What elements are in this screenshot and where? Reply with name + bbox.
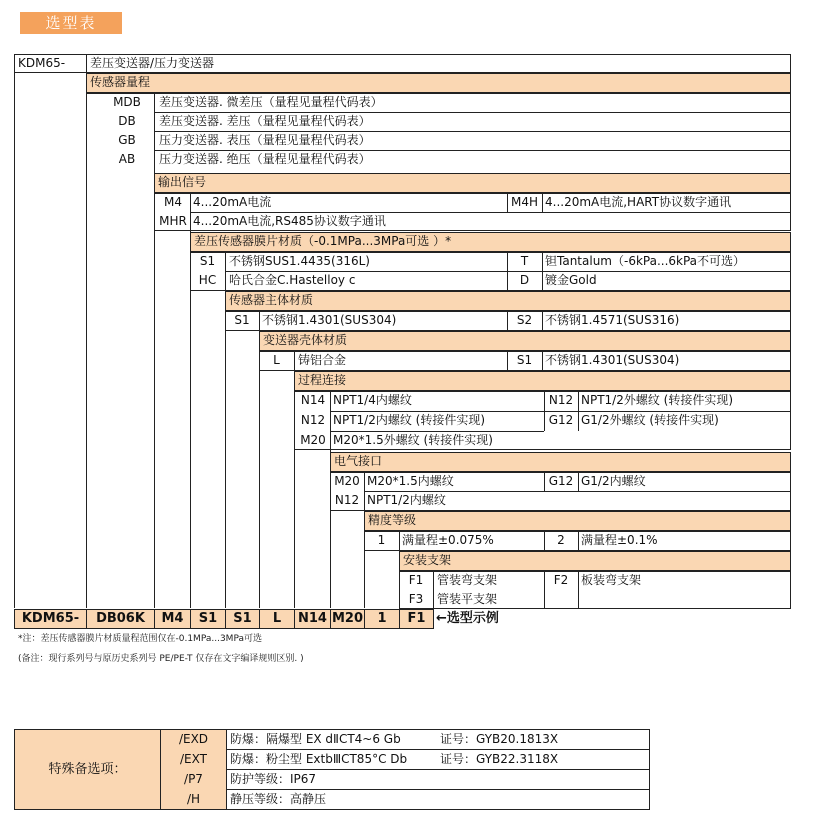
process-code: N12 <box>548 393 574 407</box>
range-code: DB <box>118 114 136 128</box>
output-desc: 4...20mA电流 <box>193 195 272 209</box>
option-cert: 证号：GYB22.3118X <box>440 752 559 766</box>
example-cell: M4 <box>154 609 191 629</box>
option-code: /EXD <box>178 732 209 746</box>
output-header: 输出信号 <box>154 173 791 193</box>
output-code: M4 <box>164 195 182 209</box>
process-code: M20 <box>300 433 326 447</box>
process-desc: NPT1/4内螺纹 <box>333 393 412 407</box>
options-label: 特殊备选项： <box>48 762 127 777</box>
option-cert: 证号：GYB20.1813X <box>440 732 559 746</box>
example-cell: S1 <box>190 609 226 629</box>
process-desc: G1/2外螺纹 (转接件实现) <box>581 413 719 427</box>
diaphragm-code: T <box>520 254 529 268</box>
example-label: ←选型示例 <box>436 611 499 626</box>
electrical-desc: G1/2内螺纹 <box>581 474 646 488</box>
electrical-header: 电气接口 <box>330 452 791 472</box>
option-desc: 静压等级：高静压 <box>230 792 327 806</box>
range-desc: 差压变送器. 差压（量程见量程代码表） <box>159 114 371 128</box>
model-desc: 差压变送器/压力变送器 <box>90 56 215 70</box>
diaphragm-desc: 不锈钢SUS1.4435(316L) <box>229 254 370 268</box>
range-code: MDB <box>113 95 141 109</box>
output-desc: 4...20mA电流,HART协议数字通讯 <box>545 195 732 209</box>
electrical-desc: M20*1.5内螺纹 <box>367 474 454 488</box>
bracket-code: F1 <box>408 573 424 587</box>
example-cell: L <box>259 609 295 629</box>
example-cell: M20 <box>330 609 365 629</box>
output-code: M4H <box>510 195 538 209</box>
option-code: /P7 <box>184 772 203 786</box>
accuracy-code: 1 <box>377 533 386 547</box>
bracket-desc: 管装平支架 <box>437 592 498 606</box>
housing-header: 变送器壳体材质 <box>259 331 791 351</box>
range-desc: 压力变送器. 绝压（量程见量程代码表） <box>159 152 371 166</box>
diaphragm-desc: 哈氏合金C.Hastelloy c <box>229 273 356 287</box>
process-code: N12 <box>300 413 326 427</box>
electrical-code: G12 <box>548 474 574 488</box>
option-code: /H <box>186 792 201 806</box>
output-desc: 4...20mA电流,RS485协议数字通讯 <box>193 214 386 228</box>
process-code: G12 <box>548 413 574 427</box>
bracket-desc: 管装弯支架 <box>437 573 498 587</box>
bracket-desc: 板装弯支架 <box>581 573 642 587</box>
model-prefix: KDM65- <box>18 56 66 70</box>
housing-desc: 铸铝合金 <box>298 353 347 367</box>
example-cell: KDM65- <box>14 609 87 629</box>
housing-code: S1 <box>516 353 533 367</box>
body-desc: 不锈钢1.4301(SUS304) <box>262 313 397 327</box>
process-desc: NPT1/2外螺纹 (转接件实现) <box>581 393 734 407</box>
option-desc: 防爆：隔爆型 EX dⅡCT4~6 Gb <box>230 732 401 746</box>
range-header: 传感器量程 <box>86 73 791 93</box>
example-cell: N14 <box>294 609 331 629</box>
diaphragm-code: D <box>519 273 530 287</box>
process-code: N14 <box>300 393 326 407</box>
accuracy-code: 2 <box>557 533 565 547</box>
diaphragm-desc: 钽Tantalum（-6kPa...6kPa不可选） <box>545 254 746 268</box>
option-desc: 防护等级：IP67 <box>230 772 317 786</box>
example-cell: 1 <box>364 609 400 629</box>
accuracy-desc: 满量程±0.1% <box>581 533 658 547</box>
electrical-code: M20 <box>334 474 360 488</box>
note-series: (备注：现行系列号与原历史系列号 PE/PE-T 仅存在文字编译规则区别. ) <box>18 654 304 664</box>
accuracy-header: 精度等级 <box>364 511 791 531</box>
range-code: AB <box>118 152 136 166</box>
diaphragm-code: HC <box>198 273 217 287</box>
range-code: GB <box>118 133 136 147</box>
electrical-code: N12 <box>334 493 360 507</box>
body-code: S2 <box>516 313 533 327</box>
option-code: /EXT <box>180 752 207 766</box>
example-cell: S1 <box>225 609 260 629</box>
body-desc: 不锈钢1.4571(SUS316) <box>545 313 680 327</box>
diaphragm-desc: 镀金Gold <box>545 273 597 287</box>
output-code: MHR <box>159 214 187 228</box>
housing-desc: 不锈钢1.4301(SUS304) <box>545 353 680 367</box>
example-cell: F1 <box>399 609 434 629</box>
option-desc: 防爆：粉尘型 ExtbⅢCT85°C Db <box>230 752 408 766</box>
process-header: 过程连接 <box>294 371 791 391</box>
electrical-desc: NPT1/2内螺纹 <box>367 493 446 507</box>
body-code: S1 <box>234 313 250 327</box>
housing-code: L <box>273 353 280 367</box>
page-title: 选型表 <box>20 12 122 34</box>
bracket-header: 安装支架 <box>399 551 791 571</box>
process-desc: NPT1/2内螺纹 (转接件实现) <box>333 413 486 427</box>
note-diaphragm: *注：差压传感器膜片材质量程范围仅在-0.1MPa...3MPa可选 <box>18 634 262 644</box>
diaphragm-code: S1 <box>199 254 216 268</box>
process-desc: M20*1.5外螺纹 (转接件实现) <box>333 433 493 447</box>
example-cell: DB06K <box>86 609 155 629</box>
range-desc: 差压变送器. 微差压（量程见量程代码表） <box>159 95 383 109</box>
bracket-code: F2 <box>553 573 569 587</box>
range-desc: 压力变送器. 表压（量程见量程代码表） <box>159 133 371 147</box>
body-header: 传感器主体材质 <box>225 291 791 311</box>
accuracy-desc: 满量程±0.075% <box>402 533 494 547</box>
bracket-code: F3 <box>408 592 424 606</box>
diaphragm-header: 差压传感器膜片材质（-0.1MPa...3MPa可选 ）* <box>190 232 791 252</box>
